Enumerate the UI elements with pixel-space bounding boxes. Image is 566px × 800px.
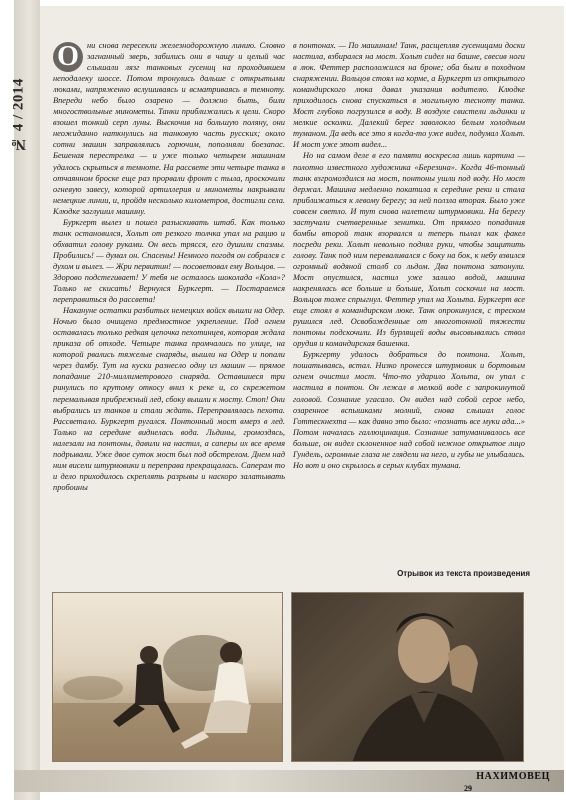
magazine-name: НАХИМОВЕЦ <box>476 771 550 782</box>
paragraph: Буркгерту удалось добраться до понтона. Хольт, пошатываясь, встал. Низко пронесся штурмовик и бортовым огнем очистил мост. Что-то ударило Хольта, он упал с настила в понтон. Он лежал в мелкой воде с запрокинутой головой. Сознание угасало. Он видел над собой серое небо, озаренное вспышками молний, снова слышал голос Готтескнехта — как давно это было: «познать все муки ада...» Потом началась галлюцинация. Сознание затуманивалось все больше, он видел склоненное над собой нежное открытое лицо Гундель, огромные глаза не глядели на него, и губы не улыбались. Но вот и оно скрылось в серых клубах тумана. <box>293 350 525 470</box>
excerpt-note: Отрывок из текста произведения <box>397 569 530 578</box>
paragraph: в понтонах. — По машинам! Танк, расщепляя гусеницами доски настила, взбирался на мост. Хольт сидел на башне, свесив ноги в люк. Феттер расположился на броне; оба были в походном снаряжении. Вольцов стоял на корме, а Буркгерт из открытого командирского люка давал указания водителю. Клюдке приходилось снова спускаться в могильную тесноту танка. Мост глубоко погрузился в воду. В воздухе свистели льдинки и мелкие осколки. Далекий берег заволокло белым холодным туманом. Да ведь все это я когда-то уже видел, подумал Хольт. И мост уже этот видел... <box>293 41 525 150</box>
issue-label: № 4 / 2014 <box>10 78 27 152</box>
article-column-right <box>293 40 525 566</box>
first-paragraph <box>53 40 285 217</box>
paragraph: Накануне остатки разбитых немецких войск вышли на Одер. Ночью было очищено предмостное укрепление. Под огнем оставалась только редкая цепочка пехотинцев, которая ждала приказа об отходе. Четыре танка промчались по улице, на которой рвались тяжелые снаряды, вышли на Одер и попали через дамбу. Тут на куски разнесло одну из машин — прямое попадание 210-миллиметрового снаряда. Оставшиеся три ринулись по крутому откосу вниз к реке и, со скрежетом перемалывая прибрежный лед, сбоку вышли к мосту. Стоп! Они выбрались из танков и стали ждать. Переправлялась пехота. Рассветало. Буркгерт ругался. Понтонный мост вмерз в лед. Только на середине виднелась вода. Льдины, громоздясь, налезали на понтоны, давили на настил, а саперы их все время подрывали. Уже двое суток мост был под обстрелом. Днем над ним висели штурмовики и переправа прекращалась. Саперам то и дело приходилось скреплять разрывы и наскоро залатывать пробоины <box>53 306 285 492</box>
photo-soldier-portrait-image <box>292 593 524 762</box>
paragraph: Буркгерт вылез и пошел разыскивать штаб. Как только танк остановился, Хольт от резкого толчка упал на рацию и обхватил голову руками. Он весь трясся, его душили спазмы. Пробились! — думал он. Спасены! Немного погодя он собрался с духом и вылез. — Жри первитин! — посоветовал ему Вольцов. — Здорово подстегивает! У тебя не осталось шоколада «Кола»? Только не скисать! Вернулся Буркгерт. — Постараемся переправиться до рассвета! <box>53 217 285 305</box>
photo-couple-sitting-image <box>53 593 283 762</box>
photo-couple-sitting <box>52 592 283 762</box>
dropcap: О <box>53 42 83 72</box>
first-paragraph-text: ни снова пересекли железнодорожную линию. Словно загнанный зверь, забились они в чащу и целый час слышали лязг танковых гусениц на проходившем неподалеку шоссе. Потом тронулись дальше с открытыми люками, напряженно вслушиваясь и всматриваясь в темноту. Впереди небо было озарено — должно быть, били многоствольные минометы. Танки приближались к цели. Скоро взошел тонкий серп луны. Выскочив на большую поляну, они неожиданно наткнулись на танковую часть русских; около сотни машин заправлялись горючим, пополняли боезапас. Бешеная перестрелка — и уже только четырем машинам удалось скрыться в темноте. На рассвете эти четыре танка в отчаянном броске еще раз прорвали фронт с тыла, проскочили огневую завесу, которой артиллерия и минометы накрывали немецкие линии, и, пройдя несколько километров, достигли села. Клюдке заглушил машину. <box>53 41 285 216</box>
photo-soldier-portrait <box>291 592 524 762</box>
page-number: 29 <box>464 784 472 793</box>
paragraph: Но на самом деле в его памяти воскресла лишь картина — полотно известного художника «Березина». Когда 46-тонный танк взгромоздился на мост, понтоны ушли под воду. Но мост держал. Машина медленно покатила к середине реки и стала приближаться к левому берегу; за ней ползла вторая. Было уже совсем светло. И тут снова налетели штурмовики. На берегу застучали счетверенные зенитки. От прямого попадания бомбы второй танк взорвался и теперь пылал как факел посреди реки. Хольт невольно поднял руки, чтобы защитить голову. Танк под ним переваливался с боку на бок, к небу взвился огромный водяной столб со льдом. Два понтона затонули. Мост опустился, настил уже залило водой, машина накренялась все больше и больше, Хольт соскочил на мост. Вольцов тоже спрыгнул. Феттер упал на Хольта. Буркгерт все еще стоял в командирском люке. Танк опрокинулся, с треском рушился лед. Освобожденные от многотонной тяжести понтоны подскочили. Из бурлящей воды высовывались ствол орудия и командирская башенка. <box>293 151 525 349</box>
article-column-left <box>53 40 285 586</box>
